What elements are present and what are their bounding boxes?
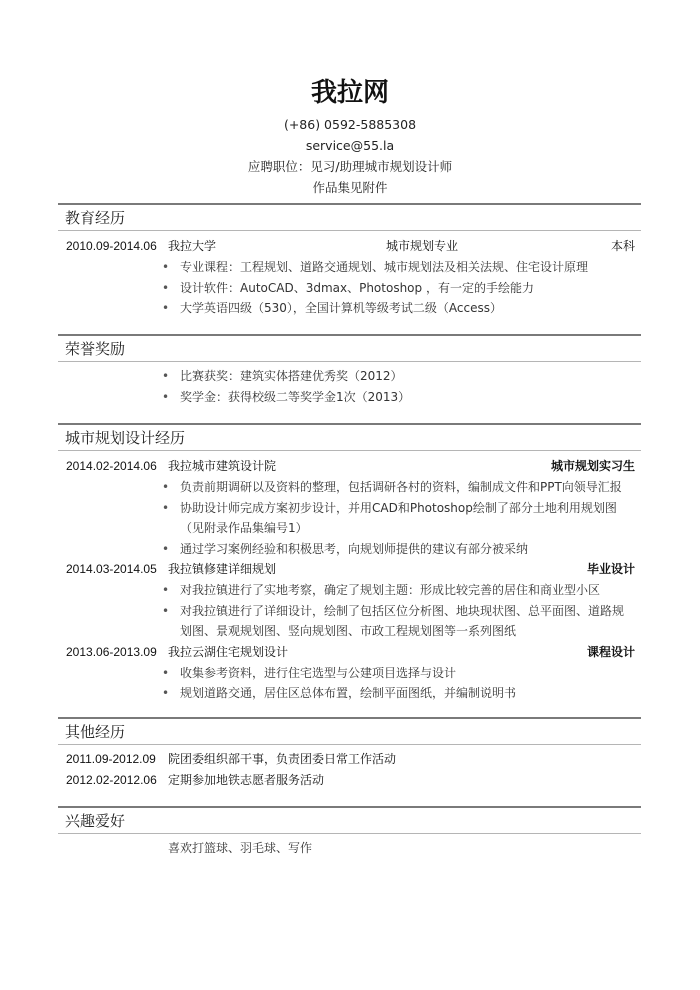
list-item: • 大学英语四级（530），全国计算机等级考试二级（Access） (58, 298, 641, 319)
section-title-education: 教育经历 (58, 203, 641, 231)
portfolio-note: 作品集见附件 (312, 180, 388, 195)
honors-bullets (58, 366, 641, 407)
list-item: • 对我拉镇进行了实地考察，确定了规划主题：形成比较完善的居住和商业型小区 (58, 580, 641, 601)
section-title-hobbies: 兴趣爱好 (58, 806, 641, 834)
resume-header (0, 76, 700, 198)
list-item: • 对我拉镇进行了详细设计，绘制了包括区位分析图、地块现状图、总平面图、道路规划图、景观规划图、竖向规划图、市政工程规划图等一系列图纸 (58, 601, 641, 642)
list-item: • 负责前期调研以及资料的整理，包括调研各村的资料，编制成文件和PPT向领导汇报 (58, 477, 641, 498)
other-text: 院团委组织部干事，负责团委日常工作活动 (168, 752, 397, 766)
experience-date: 2014.02-2014.06 (66, 459, 157, 473)
education-entry (58, 236, 641, 257)
other-entry (58, 770, 641, 791)
phone-number: (+86) 0592-5885308 (283, 117, 417, 132)
other-entry (58, 749, 641, 770)
list-item: • 设计软件：AutoCAD、3dmax、Photoshop ，有一定的手绘能力 (58, 278, 641, 299)
experience-role: 城市规划实习生 (550, 459, 635, 473)
section-title-honors: 荣誉奖励 (58, 334, 641, 362)
other-text: 定期参加地铁志愿者服务活动 (168, 773, 325, 787)
education-section (58, 203, 641, 319)
experience-org: 我拉云湖住宅规划设计 (168, 644, 289, 659)
email-address: service@55.la (305, 138, 395, 153)
experience-bullets (58, 663, 641, 704)
education-school: 我拉大学 (168, 239, 217, 253)
list-item: • 收集参考资料，进行住宅选型与公建项目选择与设计 (58, 663, 641, 684)
other-date: 2012.02-2012.06 (66, 773, 157, 787)
experience-entry (58, 642, 641, 663)
honors-section (58, 334, 641, 407)
list-item: • 规划道路交通，居住区总体布置，绘制平面图纸，并编制说明书 (58, 683, 641, 704)
list-item: • 通过学习案例经验和积极思考，向规划师提供的建议有部分被采纳 (58, 539, 641, 560)
section-title-other: 其他经历 (58, 717, 641, 745)
applied-position: 应聘职位：见习/助理城市规划设计师 (247, 159, 453, 174)
experience-role: 课程设计 (586, 644, 635, 659)
experience-bullets (58, 580, 641, 642)
education-bullets (58, 257, 641, 319)
experience-date: 2014.03-2014.05 (66, 562, 157, 576)
list-item: • 奖学金：获得校级二等奖学金1次（2013） (58, 387, 641, 408)
experience-date: 2013.06-2013.09 (66, 644, 157, 659)
list-item: • 协助设计师完成方案初步设计，并用CAD和Photoshop绘制了部分土地利用规划图（见附录作品集编号1） (58, 498, 641, 539)
experience-section (58, 423, 641, 704)
experience-entry (58, 559, 641, 580)
experience-entry (58, 456, 641, 477)
experience-bullets (58, 477, 641, 559)
hobbies-text: 喜欢打篮球、羽毛球、写作 (168, 841, 313, 855)
experience-role: 毕业设计 (586, 562, 635, 576)
other-date: 2011.09-2012.09 (66, 752, 156, 766)
section-title-experience: 城市规划设计经历 (58, 423, 641, 451)
list-item: • 比赛获奖：建筑实体搭建优秀奖（2012） (58, 366, 641, 387)
candidate-name: 我拉网 (310, 78, 389, 108)
hobbies-section (58, 806, 641, 859)
list-item: • 专业课程：工程规划、道路交通规划、城市规划法及相关法规、住宅设计原理 (58, 257, 641, 278)
education-degree: 本科 (610, 239, 635, 253)
education-date: 2010.09-2014.06 (66, 239, 157, 253)
experience-org: 我拉镇修建详细规划 (168, 562, 277, 576)
other-section (58, 717, 641, 791)
experience-org: 我拉城市建筑设计院 (168, 459, 277, 473)
education-major: 城市规划专业 (386, 239, 459, 253)
